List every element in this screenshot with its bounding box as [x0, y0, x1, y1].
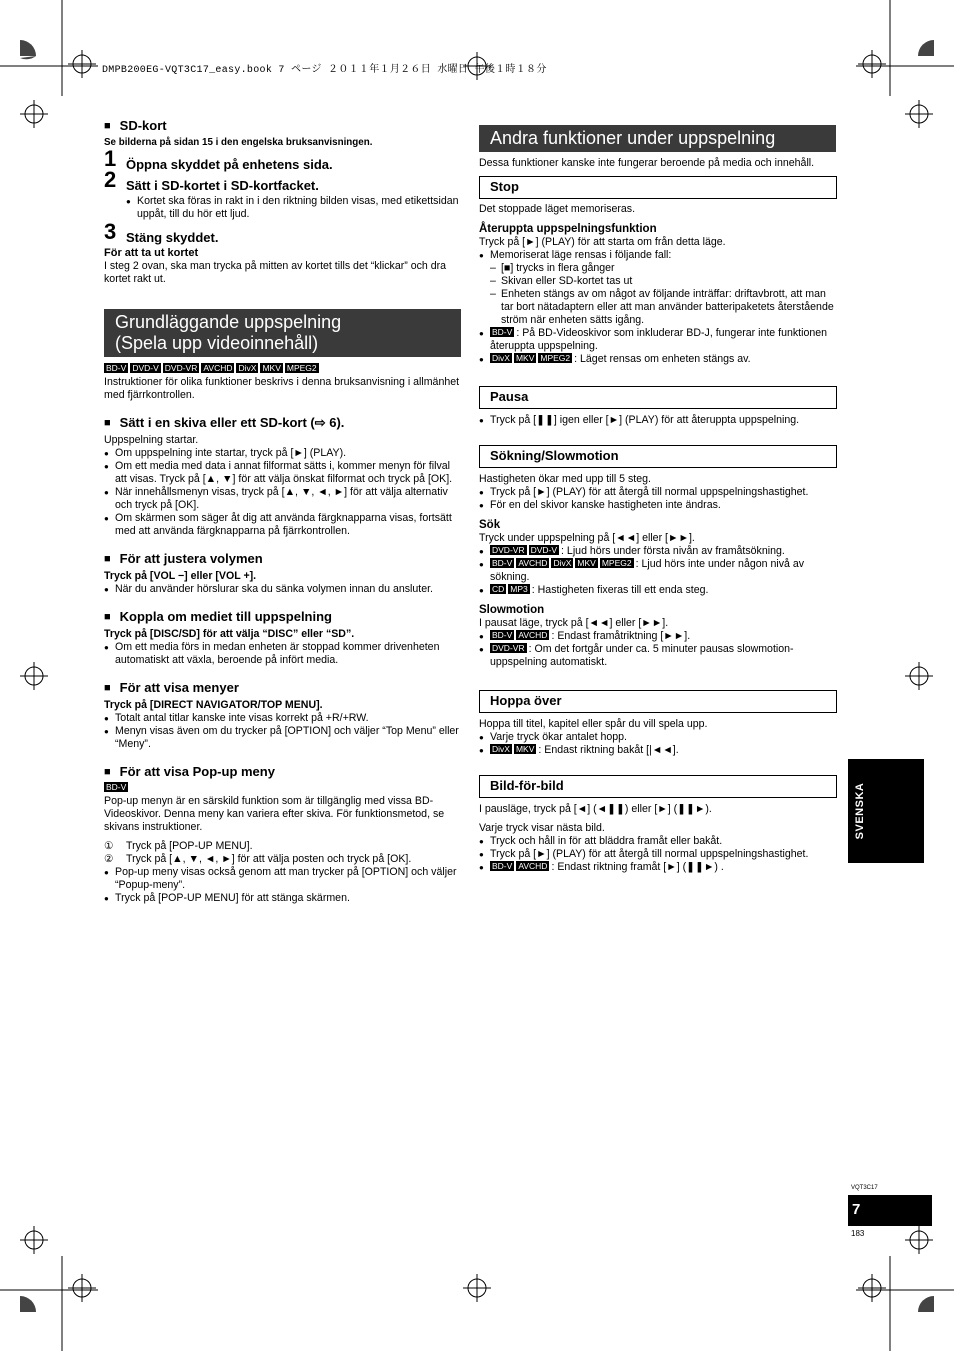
- sok-bullet-text: : Hastigheten fixeras till ett enda steg.: [531, 584, 709, 596]
- language-tab: [848, 759, 924, 863]
- insert-bullet: ● När innehållsmenyn visas, tryck på [▲, ▼, ◄, ►] för att välja alternativ och tryck på [OK].: [104, 486, 460, 512]
- popup-step-number: ①: [104, 840, 114, 852]
- search-heading: Sökning/Slowmotion: [479, 445, 837, 468]
- tag-divx: DivX: [238, 363, 257, 373]
- slow-title: Slowmotion: [479, 604, 545, 616]
- stop-section: [479, 203, 837, 366]
- sok-bullet-text: : Ljud hörs inte under någon nivå av sökning.: [490, 558, 805, 583]
- tag-bd-v: BD-V: [492, 558, 513, 568]
- frame-bullet-text: : Endast riktning framåt [►] (❚❚►) .: [551, 861, 724, 873]
- tag-avchd: AVCHD: [518, 861, 548, 871]
- step-text: Stäng skyddet.: [126, 230, 219, 245]
- step-2-bullet: ● Kortet ska föras in rakt in i den riktning bilden visas, med etikettsidan uppåt, till du hör ett ljud.: [126, 195, 460, 221]
- insert-text: Uppspelning startar.: [104, 434, 199, 446]
- tag-dvd-v: DVD-V: [530, 545, 558, 555]
- volume-heading: ■ För att justera volymen: [104, 552, 460, 567]
- sd-card-heading: ■ SD-kort: [104, 119, 460, 134]
- tag-divx: DivX: [553, 558, 572, 568]
- stop-bullet: [479, 327, 837, 353]
- right-intro: Dessa funktioner kanske inte fungerar beroende på media och innehåll.: [479, 157, 815, 169]
- intro-text: Instruktioner för olika funktioner beskrivs i denna bruksanvisning i allmänhet med fjärrkontrollen.: [104, 376, 460, 401]
- popup-step: [104, 853, 460, 866]
- media-tags: [104, 363, 460, 376]
- basic-playback-banner: [104, 309, 461, 357]
- sok-text: Tryck under uppspelning på [◄◄] eller [►►].: [479, 532, 695, 544]
- search-bullet: ● För en del skivor kanske hastigheten inte ändras.: [479, 499, 837, 512]
- banner-line-2: (Spela upp videoinnehåll): [115, 333, 319, 353]
- stop-dash: – Enheten stängs av om något av följande inträffar: driftavbrott, att man tar bort nätadaptern eller att man använder batteripaketets återstående ström när enheten sätts igång.: [479, 288, 837, 327]
- popup-step: [104, 840, 460, 853]
- page-number-secondary: 183: [851, 1229, 865, 1238]
- page-number: 7: [852, 1201, 861, 1218]
- banner-line-1: Grundläggande uppspelning: [115, 312, 342, 332]
- stop-dash: – Skivan eller SD-kortet tas ut: [479, 275, 837, 288]
- couple-heading: ■ Koppla om mediet till uppspelning: [104, 610, 460, 625]
- step-text: Öppna skyddet på enhetens sida.: [126, 157, 333, 172]
- step-2: [104, 167, 460, 193]
- insert-bullet: ● Om ett media med data i annat filformat sätts i, kommer menyn för filval att visas. Tryck på [▲, ▼] för att välja önskat filformat och tryck på [OK].: [104, 460, 460, 486]
- menu-bullet: ● Menyn visas även om du trycker på [OPTION] och väljer “Top Menu” eller “Meny”.: [104, 725, 460, 751]
- tag-mkv: MKV: [515, 353, 535, 363]
- sok-bullet: [479, 558, 837, 584]
- resume-text: Tryck på [►] (PLAY) för att starta om från detta läge.: [479, 236, 726, 248]
- frame-bullet: [479, 861, 837, 874]
- menu-bullet: ● Totalt antal titlar kanske inte visas korrekt på +R/+RW.: [104, 712, 460, 725]
- popup-step-text: Tryck på [▲, ▼, ◄, ►] för att välja posten och tryck på [OK].: [126, 853, 412, 865]
- tag-cd: CD: [492, 584, 505, 594]
- sok-bullet: [479, 584, 837, 597]
- frame-heading: Bild-för-bild: [479, 775, 837, 798]
- skip-bullet-text: : Endast riktning bakåt [|◄◄].: [538, 744, 679, 756]
- tag-bd-v: BD-V: [106, 782, 127, 792]
- frame-text: I pausläge, tryck på [◄] (◄❚❚) eller [►] (❚❚►).: [479, 803, 712, 815]
- left-column-lower: [104, 363, 460, 905]
- insert-bullet: ● Om skärmen som säger åt dig att använda färgknapparna visas, fortsätt med att använda färgknapparna på fjärrkontrollen.: [104, 512, 460, 538]
- volume-bullet: ● När du använder hörslurar ska du sänka volymen innan du ansluter.: [104, 583, 460, 596]
- tag-dvd-vr: DVD-VR: [164, 363, 198, 373]
- tag-mkv: MKV: [577, 558, 596, 568]
- tag-dvd-vr: DVD-VR: [492, 643, 525, 653]
- tag-divx: DivX: [492, 744, 510, 754]
- other-functions-banner: Andra funktioner under uppspelning: [479, 125, 836, 152]
- step-number: 3: [104, 219, 117, 244]
- frame-bullet: ● Tryck på [►] (PLAY) för att återgå till normal uppspelningshastighet.: [479, 848, 837, 861]
- sok-title: Sök: [479, 519, 501, 531]
- menu-command: Tryck på [DIRECT NAVIGATOR/TOP MENU].: [104, 699, 323, 711]
- slow-bullet: [479, 643, 837, 669]
- resume-title: Återuppta uppspelningsfunktion: [479, 223, 657, 235]
- skip-section: [479, 718, 837, 757]
- sok-bullet-text: : Ljud hörs under första nivån av framåtsökning.: [561, 545, 785, 557]
- remove-card-title: För att ta ut kortet: [104, 247, 199, 259]
- tag-mp3: MP3: [510, 584, 528, 594]
- stop-bullet-text: : Läget rensas om enheten stängs av.: [574, 353, 751, 365]
- stop-bullet: [479, 353, 837, 366]
- search-text: Hastigheten ökar med upp till 5 steg.: [479, 473, 651, 485]
- tag-avchd: AVCHD: [518, 630, 548, 640]
- tag-mkv: MKV: [515, 744, 535, 754]
- left-column: [104, 119, 460, 286]
- tag-mpeg2: MPEG2: [286, 363, 317, 373]
- step-1: [104, 146, 460, 172]
- pause-section: [479, 414, 837, 427]
- step-number: 1: [104, 146, 117, 171]
- tag-avchd: AVCHD: [203, 363, 233, 373]
- skip-text: Hoppa till titel, kapitel eller spår du vill spela upp.: [479, 718, 708, 730]
- page-number-box: [848, 1195, 932, 1226]
- frame-bullet: ● Tryck och håll in för att bläddra framåt eller bakåt.: [479, 835, 837, 848]
- skip-bullet: ● Varje tryck ökar antalet hopp.: [479, 731, 837, 744]
- tag-bd-v: BD-V: [492, 861, 513, 871]
- stop-bullet-text: : På BD-Videoskivor som inkluderar BD-J, fungerar inte funktionen återuppta uppspelning.: [490, 327, 828, 352]
- tag-dvd-vr: DVD-VR: [492, 545, 525, 555]
- menu-heading: ■ För att visa menyer: [104, 681, 460, 696]
- skip-heading: Hoppa över: [479, 690, 837, 713]
- tag-mkv: MKV: [262, 363, 281, 373]
- tag-mpeg2: MPEG2: [540, 353, 571, 363]
- popup-heading: ■ För att visa Pop-up meny: [104, 765, 460, 780]
- tag-avchd: AVCHD: [518, 558, 548, 568]
- popup-bullet: ● Pop-up meny visas också genom att man trycker på [OPTION] och väljer “Popup-meny”.: [104, 866, 460, 892]
- stop-bullet: ● Memoriserat läge rensas i följande fall:: [479, 249, 837, 262]
- language-tab-label: SVENSKA: [854, 782, 866, 840]
- couple-bullet: ● Om ett media förs in medan enheten är stoppad kommer drivenheten automatiskt att växla, beroende på infört media.: [104, 641, 460, 667]
- step-text: Sätt i SD-kortet i SD-kortfacket.: [126, 178, 319, 193]
- tag-mpeg2: MPEG2: [601, 558, 632, 568]
- stop-heading: Stop: [479, 176, 837, 199]
- file-header: DMPB200EG-VQT3C17_easy.book 7 ページ ２０１１年１月２６日 水曜日 午後１時１８分: [102, 65, 547, 76]
- slow-bullet: [479, 630, 837, 643]
- skip-bullet: [479, 744, 837, 757]
- frame-section: [479, 803, 837, 874]
- couple-command: Tryck på [DISC/SD] för att välja “DISC” eller “SD”.: [104, 628, 355, 640]
- frame-text: Varje tryck visar nästa bild.: [479, 822, 605, 834]
- insert-bullet: ● Om uppspelning inte startar, tryck på [►] (PLAY).: [104, 447, 460, 460]
- doc-code: VQT3C17: [851, 1185, 878, 1191]
- slow-bullet-text: : Om det fortgår under ca. 5 minuter pausas slowmotion-uppspelning automatiskt.: [490, 643, 794, 668]
- insert-heading-text: Sätt i en skiva eller ett SD-kort (⇨ 6).: [119, 415, 345, 430]
- tag-bd-v: BD-V: [492, 630, 513, 640]
- search-section: [479, 473, 837, 669]
- tag-bd-v: BD-V: [492, 327, 513, 337]
- pause-bullet: ● Tryck på [❚❚] igen eller [►] (PLAY) för att återuppta uppspelning.: [479, 414, 837, 427]
- slow-text: I pausat läge, tryck på [◄◄] eller [►►].: [479, 617, 669, 629]
- popup-bullet: ● Tryck på [POP-UP MENU] för att stänga skärmen.: [104, 892, 460, 905]
- popup-step-number: ②: [104, 853, 114, 865]
- stop-text: Det stoppade läget memoriseras.: [479, 203, 636, 215]
- remove-card-text: I steg 2 ovan, ska man trycka på mitten av kortet tills det “klickar” och dra kortet rakt ut.: [104, 260, 447, 285]
- step-number: 2: [104, 167, 117, 192]
- popup-step-text: Tryck på [POP-UP MENU].: [126, 840, 253, 852]
- volume-command: Tryck på [VOL −] eller [VOL +].: [104, 570, 257, 582]
- tag-bd-v: BD-V: [106, 363, 127, 373]
- sd-card-note: Se bilderna på sidan 15 i den engelska bruksanvisningen.: [104, 137, 373, 148]
- popup-text: Pop-up menyn är en särskild funktion som är tillgänglig med vissa BD-Videoskivor. Denna meny kan variera efter skiva. För funktionsmetod, se skivans instruktioner.: [104, 795, 445, 833]
- search-bullet: ● Tryck på [►] (PLAY) för att återgå till normal uppspelningshastighet.: [479, 486, 837, 499]
- stop-dash: – [■] trycks in flera gånger: [479, 262, 837, 275]
- insert-heading: [104, 416, 460, 431]
- step-3: [104, 219, 460, 245]
- sok-bullet: [479, 545, 837, 558]
- slow-bullet-text: : Endast framåtriktning [►►].: [551, 630, 691, 642]
- tag-dvd-v: DVD-V: [132, 363, 159, 373]
- pause-heading: Pausa: [479, 386, 837, 409]
- tag-divx: DivX: [492, 353, 510, 363]
